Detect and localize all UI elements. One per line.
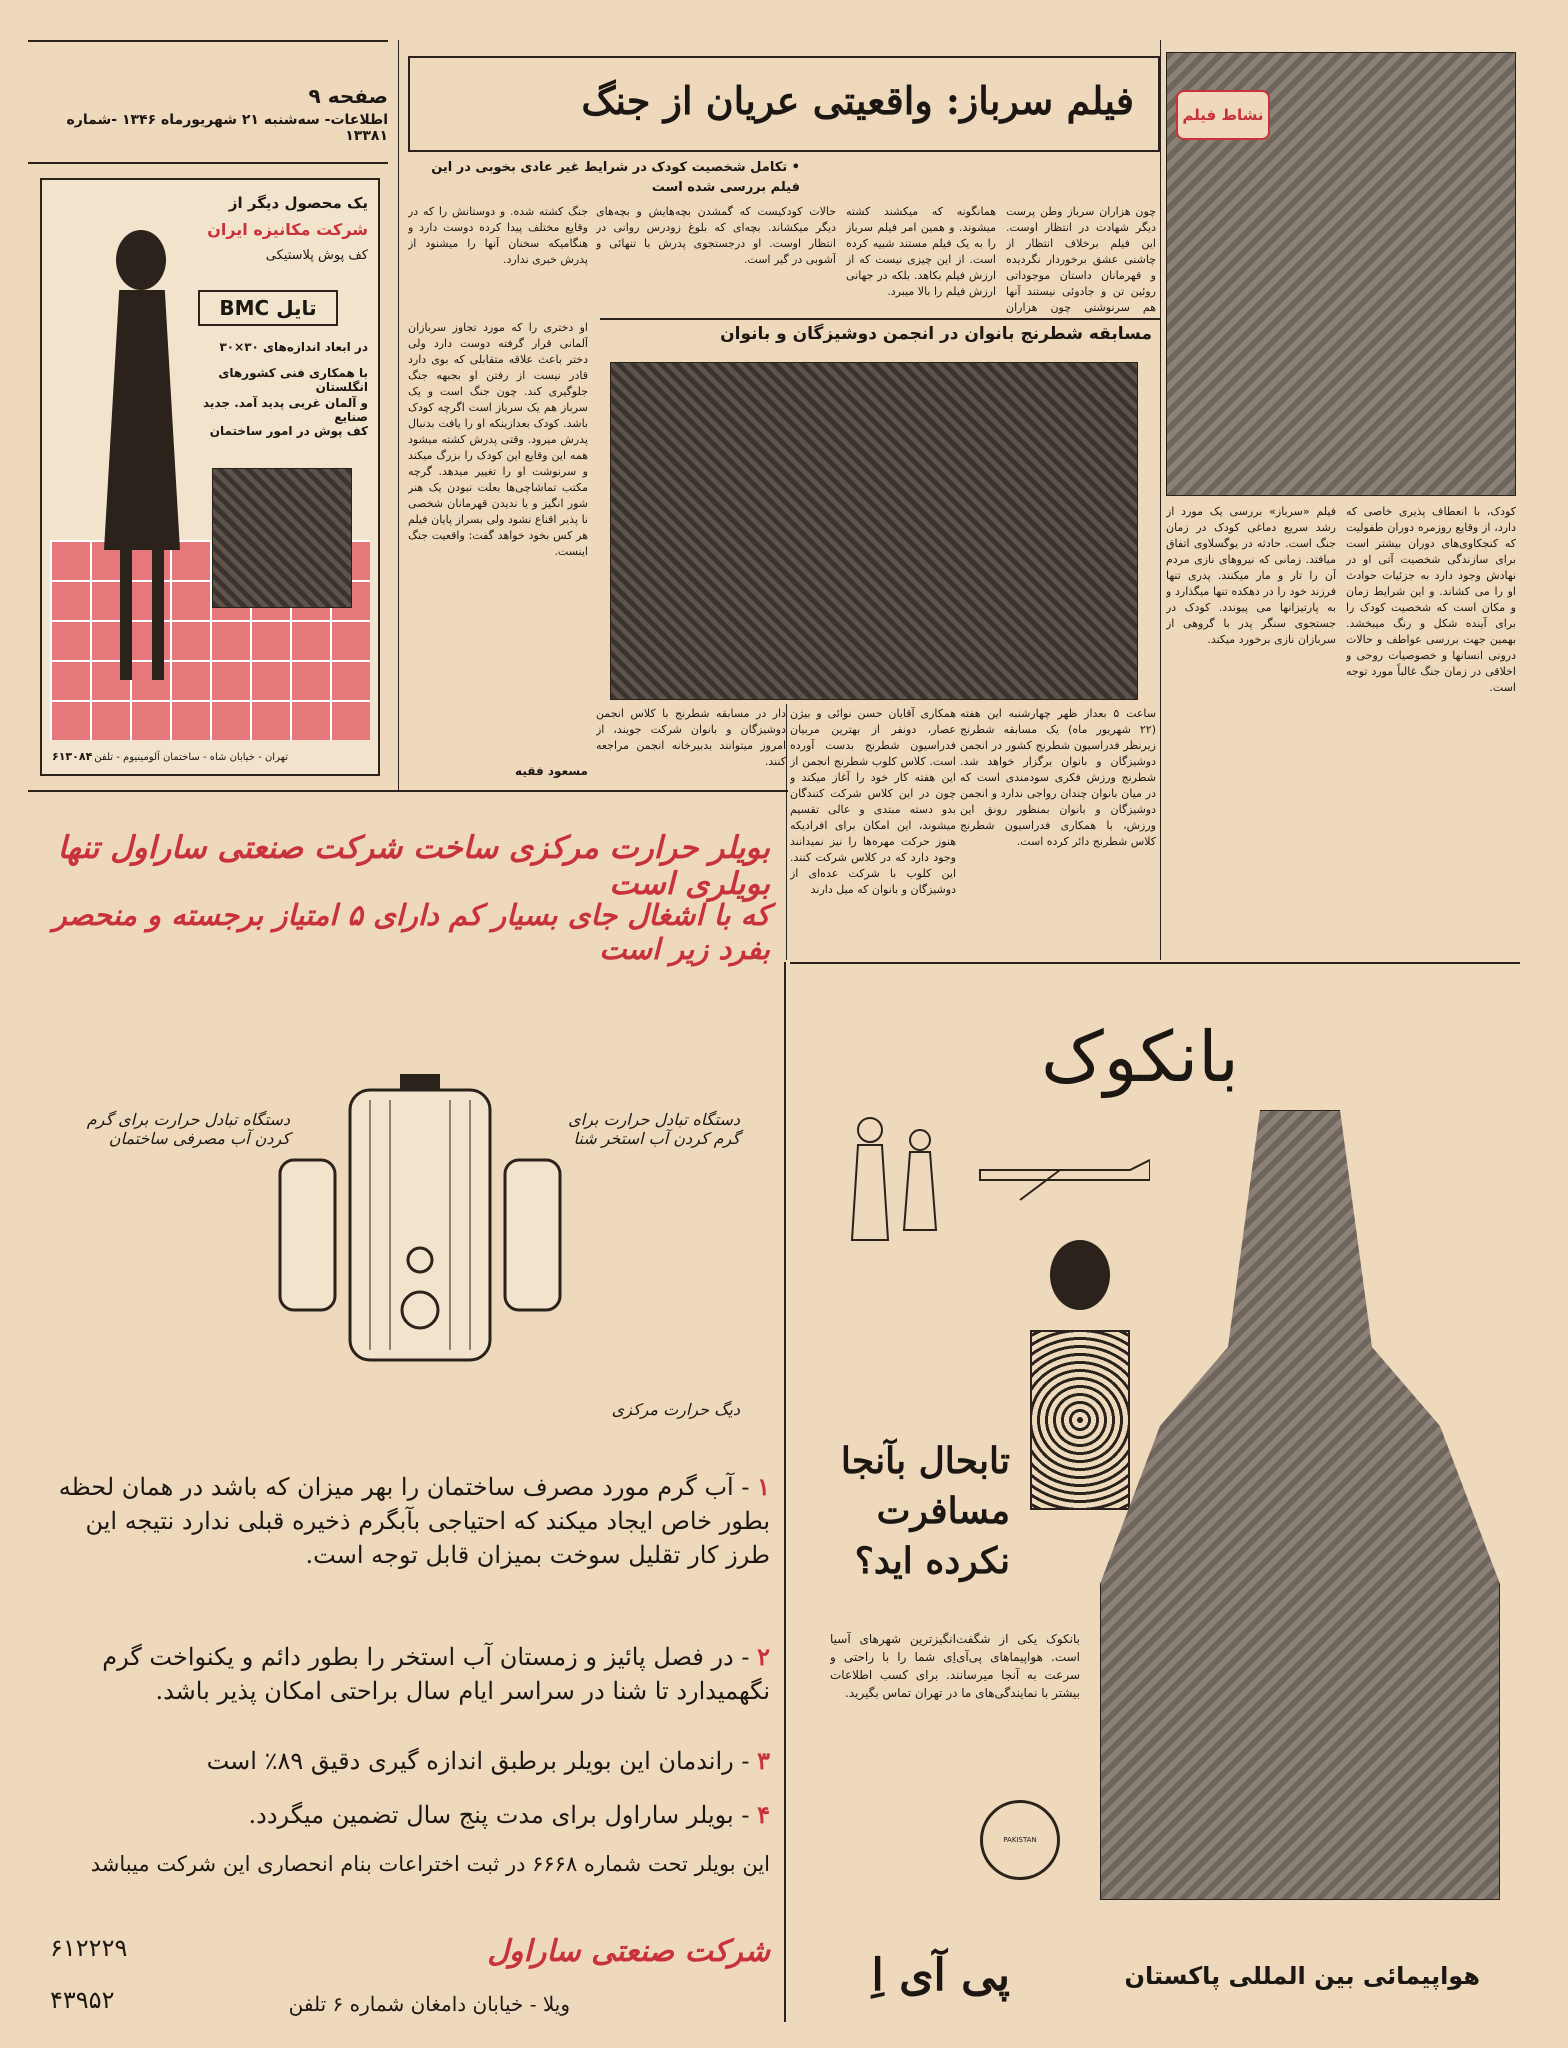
feature-number: ۴ xyxy=(757,1800,770,1829)
ad-line-5: در ابعاد اندازه‌های ۳۰×۳۰ xyxy=(219,340,368,354)
film-column-3: حالات کودکیست که گمشدن بچه‌هایش و بچه‌های دیگر میکشاند. بچه‌ای که بلوغ زودرس روانی در انتظار اوست. او درجستجوی پدرش با تنهائی و آشوبی در گیر است. xyxy=(596,205,836,266)
bmc-logo: تایل BMC xyxy=(198,290,338,326)
pia-small-text: بانکوک یکی از شگفت‌انگیزترین شهرهای آسیا است. هواپیماهای پی‌آی‌اِی شما را با راحتی و سرعت به آنجا میرسانند. برای کسب اطلاعات بیشتر با نمایندگی‌های ما در تهران تماس بگیرید. xyxy=(830,1632,1080,1700)
boiler-phone-1: ۶۱۲۲۲۹ xyxy=(50,1934,128,1962)
boiler-headline-2: که با اشغال جای بسیار کم دارای ۵ امتیاز برجسته و منحصر بفرد زیر است xyxy=(52,898,770,966)
model-illustration xyxy=(82,230,202,700)
ad-line-8: کف پوش در امور ساختمان xyxy=(209,424,368,438)
feature-number: ۳ xyxy=(757,1746,770,1775)
ad-line-7: و آلمان غربی پدید آمد. جدید صنایع xyxy=(203,396,368,424)
film-caption-right: کودک، با انعطاف پذیری خاصی که دارد، از وقایع روزمره دوران طفولیت که کنجکاوی‌های دوران بیشتر است برای سازندگی شخصیت آتی او در نهادش وجود دارد به جزئیات حوادث او را می کشاند. و این شرایط زمان و مکان است که شخصیت کودک را برای آینده شکل و رنگ میبخشد. بهمین جهت بررسی عواطف و حالات درونی انسانها و خصوصیات روحی و اخلاقی در زمان جنگ غالباً مورد توجه است. xyxy=(1346,505,1516,694)
film-column-4: جنگ کشته شده. و دوستانش را که در وقایع مختلف پیدا کرده دوست دارد و هنگامیکه سخنان آنها را میشنود از پدرش خبری ندارد. xyxy=(408,205,588,266)
film-headline-box xyxy=(408,56,1160,152)
woman-illustration xyxy=(1010,1240,1150,1520)
chess-headline: مسابقه شطرنج بانوان در انجمن دوشیزگان و بانوان xyxy=(720,324,1152,344)
feature-item-3: ۳ - راندمان این بویلر برطبق اندازه گیری دقیق ۸۹٪ است xyxy=(206,1746,770,1775)
bmc-tile-ad xyxy=(40,178,380,776)
boiler-phone-2: ۴۳۹۵۲ xyxy=(50,1986,115,2014)
pia-question-line-1: تابحال بآنجا xyxy=(840,1440,1010,1482)
chess-photo xyxy=(610,362,1138,700)
boiler-illustration xyxy=(270,1070,570,1370)
film-subhead: • تکامل شخصیت کودک در شرایط غیر عادی بخوبی در این فیلم بررسی شده است xyxy=(431,160,800,195)
pia-question-line-3: نکرده اید؟ xyxy=(854,1540,1010,1582)
temple-photo xyxy=(1100,1110,1500,1900)
chess-caption: دار در مسابقه شطرنج با کلاس انجمن دوشیزگان و بانوان شرکت جویند، از امروز میتوانند بدبیرخانه انجمن مراجعه کنند. xyxy=(596,707,786,768)
chess-column-1: ساعت ۵ بعداز ظهر چهارشنبه این هفته (۲۲ شهریور ماه) یک مسابقه شطرنج زیرنظر فدراسیون شطرنج کشور در انجمن دوشیزگان و بانوان برگزار خواهد شد. شطرنج ورزش فکری سودمندی است که در میان بانوان چندان رواجی ندارد و انجمن دوشیزگان و بانوان بمنظور رونق این ورزش، با همکاری فدراسیون شطرنج کلاس شطرنج دائر کرده است. xyxy=(960,707,1156,848)
pia-company: هواپیمائی بین المللی پاکستان xyxy=(1124,1962,1480,1990)
boiler-headline-1: بویلر حرارت مرکزی ساخت شرکت صنعتی ساراول تنها بویلری است xyxy=(57,830,770,902)
chess-column-2: همکاری آقایان حسن نوائی و بیژن عصار، دونفر از بهترین مربیان فدراسیون شطرنج بدست آورده است. کلاس کلوب شطرنج انجمن از این هفته کار خود را آغاز میکند و چون در این کلاس شرکت کنندگان بدو دسته مبتدی و عالی تقسیم میشوند، این امکان برای افرادیکه هنوز حرکت مهره‌ها را نیز نمیدانند وجود دارد که در کلاس شرکت کنند. این کلوب با شرکت عده‌ای از دوشیزگان و بانوان که میل دارند xyxy=(790,707,956,896)
film-section-logo: نشاط فیلم xyxy=(1176,90,1270,140)
feature-item-4: ۴ - بویلر ساراول برای مدت پنج سال تضمین میگردد. xyxy=(248,1800,770,1829)
ad-footer-address: تهران - خیابان شاه - ساختمان آلومینیوم - تلفن xyxy=(94,752,288,763)
ad-line-1: یک محصول دیگر از xyxy=(228,194,368,212)
page-label: صفحه ۹ xyxy=(308,84,388,108)
boiler-label-left: دستگاه تبادل حرارت برای گرم کردن آب استخر شنا xyxy=(568,1110,740,1148)
ad-footer-phone: ۶۱۳۰۸۴ xyxy=(52,750,93,763)
film-caption-left: فیلم «سرباز» بررسی یک مورد از رشد سریع دماغی کودک در زمان جنگ است. حادثه در یوگسلاوی اتفاق میافتد. زمانی که نیروهای نازی مردم آن را تار و مار میکنند. پدری تنها فرزند خود را در دهکده تنها میگذارد و به پارتیزانها می پیوندد. کودک در جستجوی سنگر پدر با گروهی از سربازان نازی برخورد میکند. xyxy=(1166,505,1336,646)
feature-number: ۲ xyxy=(757,1642,770,1671)
feature-item-1: ۱ - آب گرم مورد مصرف ساختمان را بهر میزان که باشد در همان لحظه بطور خاص ایجاد میکند که احتیاجی بآبگرم ذخیره قبلی ندارد نتیجه این طرز کار تقلیل سوخت بمیزان قابل توجه است. xyxy=(58,1472,770,1569)
ad-line-6: با همکاری فنی کشورهای انگلستان xyxy=(218,366,368,394)
boiler-address: ویلا - خیابان دامغان شماره ۶ تلفن xyxy=(288,1992,570,2016)
date-line: اطلاعات- سه‌شنبه ۲۱ شهریورماه ۱۳۴۶ -شماره ۱۳۳۸۱ xyxy=(66,112,388,144)
feature-number: ۱ xyxy=(757,1472,770,1501)
film-headline: فیلم سرباز: واقعیتی عریان از جنگ xyxy=(581,78,1134,123)
pia-emblem-icon: PAKISTAN xyxy=(980,1800,1060,1880)
pia-question-line-2: مسافرت xyxy=(876,1490,1010,1532)
boiler-company: شرکت صنعتی ساراول xyxy=(487,1934,770,1969)
film-author: مسعود فقیه xyxy=(515,764,588,778)
ad-line-3: کف پوش پلاستیکی xyxy=(265,248,368,263)
pia-destination: بانکوک xyxy=(1041,1016,1239,1098)
tile-sample-image xyxy=(212,468,352,608)
feature-text: در فصل پائیز و زمستان آب استخر را بطور دائم و یکنواخت گرم نگهمیدارد تا شنا در سراسر ایام سال براحتی امکان پذیر باشد. xyxy=(102,1643,770,1705)
film-column-1: چون هزاران سرباز وطن پرست دیگر شهادت در انتظار اوست. این فیلم برخلاف انتظار از چاشنی عشق برخوردار نگردیده و قهرمانان داستان موجوداتی روئین تن و جادوئی نیستند آنها هم سرنوشتی چون هزاران xyxy=(1006,205,1156,314)
boiler-label-right: دستگاه تبادل حرارت برای گرم کردن آب مصرفی ساختمان xyxy=(86,1110,290,1148)
boiler-label-bottom: دیگ حرارت مرکزی xyxy=(611,1400,740,1419)
film-column-2: همانگونه که میکشند کشته میشوند. و همین امر فیلم سرباز را به یک فیلم مستند شبیه کرده است. از این چیزی نیست که از ارزش فیلم بکاهد. بلکه در جهانی ارزش فیلم را بالا میبرد. xyxy=(846,205,996,298)
feature-text: آب گرم مورد مصرف ساختمان را بهر میزان که باشد در همان لحظه بطور خاص ایجاد میکند که احتیاجی بآبگرم ذخیره قبلی ندارد نتیجه این طرز کار تقلیل سوخت بمیزان قابل توجه است. xyxy=(58,1473,770,1569)
film-continued-text: او دختری را که مورد تجاوز سربازان آلمانی قرار گرفته دوست دارد ولی دختر باعث علاقه متقابلی که بوی دارد قادر نیست از رفتن او بجبهه جنگ جلوگیری کند. چون جنگ است و یک سرباز هم یک سرباز است اگرچه کودک باشد. کودک بعدازینکه او را یافت بدنبال پدرش میرود. وقتی پدرش کشته میشود همه این وقایع این کودک را بزرگ میکند و سرنوشت او را تغییر میدهد. گرچه مکتب تماشاچی‌ها بعلت نبودن یک هنر شور انگیز و یا ندیدن قهرمانان شخصی نا پذیر اقناع نشود ولی بسراز پایان فیلم هر کس بخود خواهد گفت: واقعیت جنگ اینست. xyxy=(408,321,588,558)
feature-text: راندمان این بویلر برطبق اندازه گیری دقیق ۸۹٪ است xyxy=(206,1747,734,1775)
feature-item-2: ۲ - در فصل پائیز و زمستان آب استخر را بطور دائم و یکنواخت گرم نگهمیدارد تا شنا در سراسر ایام سال براحتی امکان پذیر باشد. xyxy=(102,1642,770,1705)
feature-text: بویلر ساراول برای مدت پنج سال تضمین میگردد. xyxy=(248,1801,734,1829)
ad-brand: شرکت مکانیزه ایران xyxy=(207,220,368,239)
boiler-registration: این بویلر تحت شماره ۶۶۶۸ در ثبت اختراعات بنام انحصاری این شرکت میباشد xyxy=(90,1852,770,1876)
pia-brand-mark: پی آی اِ xyxy=(871,1950,1010,2001)
